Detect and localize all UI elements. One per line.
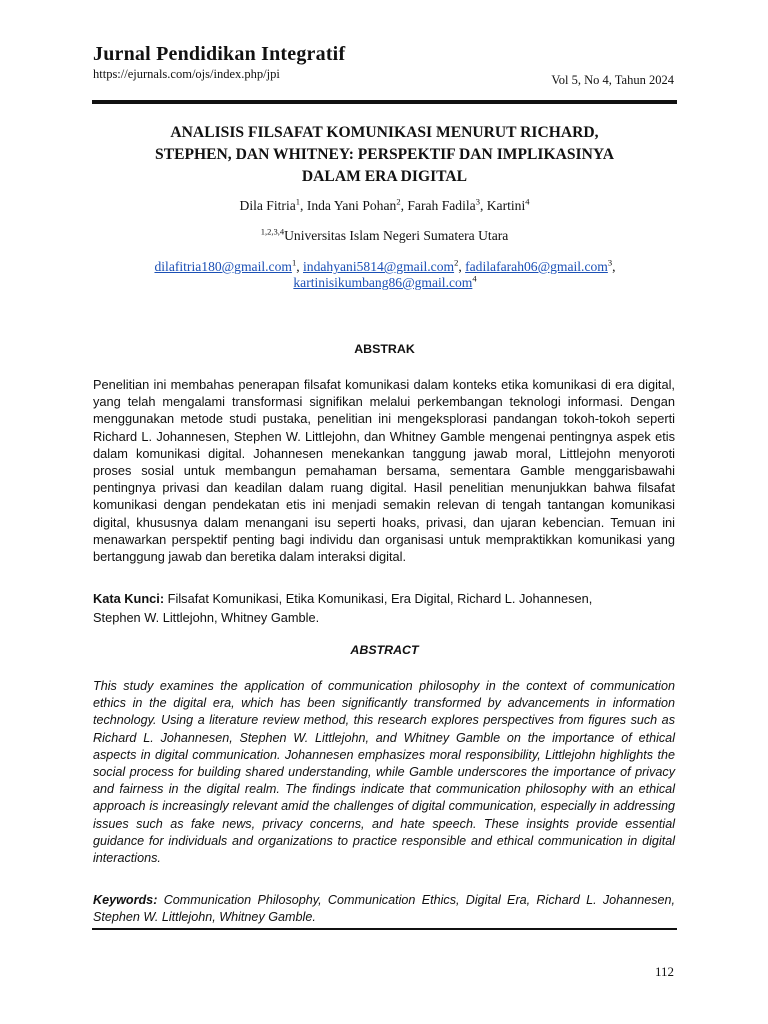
keywords-label: Kata Kunci:: [93, 591, 165, 606]
author-name: Kartini: [486, 198, 526, 213]
journal-url[interactable]: https://ejurnals.com/ojs/index.php/jpi: [93, 67, 280, 81]
author-superscript: 4: [525, 196, 530, 207]
email-link[interactable]: fadilafarah06@gmail.com: [465, 259, 608, 274]
abstrak-body: Penelitian ini membahas penerapan filsafat komunikasi dalam konteks etika komunikasi di era digital, yang telah mengalami transformasi signifikan melalui perkembangan teknologi informasi. Dengan menggunakan metode studi pustaka, penelitian ini mengeksplorasi pandangan tokoh-tokoh seperti Richard L. Johannesen, Stephen W. Littlejohn, dan Whitney Gamble mengenai pentingnya aspek etis dalam komunikasi digital. Johannesen menekankan tanggung jawab moral, Littlejohn menyoroti proses sosial untuk membangun pemahaman bersama, sementara Gamble menggarisbawahi pentingnya privasi dan keadilan dalam ruang digital. Hasil penelitian menunjukkan bahwa filsafat komunikasi dengan pendekatan etis ini menjadi semakin relevan di tengah tantangan komunikasi digital, khususnya dalam menangani isu seperti hoaks, privasi, dan ujaran kebencian. Temuan ini menawarkan perspektif penting bagi individu dan organisasi untuk mempraktikkan komunikasi yang bertanggung jawab dan beretika dalam interaksi digital.: [93, 377, 675, 565]
abstrak-keywords: [93, 590, 592, 607]
abstract-heading: ABSTRACT: [350, 643, 419, 657]
author-name: Dila Fitria: [239, 198, 296, 213]
email-separator: ,: [296, 259, 303, 274]
title-line: ANALISIS FILSAFAT KOMUNIKASI MENURUT RICHARD,: [170, 124, 599, 141]
email-link[interactable]: kartinisikumbang86@gmail.com: [293, 275, 473, 290]
email-superscript: 1: [291, 257, 297, 268]
author-superscript: 2: [396, 196, 401, 207]
email-superscript: 3: [607, 257, 613, 268]
email-link[interactable]: dilafitria180@gmail.com: [154, 259, 292, 274]
header-divider: [92, 100, 677, 104]
author-superscript: 3: [475, 196, 480, 207]
email-separator: ,: [458, 259, 466, 274]
email-superscript: 2: [454, 257, 459, 268]
keywords-label: Keywords:: [93, 893, 158, 907]
author-separator: ,: [300, 198, 307, 213]
bottom-divider: [92, 928, 677, 930]
author-separator: ,: [400, 198, 408, 213]
journal-name: Jurnal Pendidikan Integratif: [93, 43, 346, 65]
abstract-keywords: [93, 892, 675, 926]
keywords-text: Filsafat Komunikasi, Etika Komunikasi, Era Digital, Richard L. Johannesen,: [167, 591, 593, 606]
email-list: [110, 259, 660, 291]
author-separator: ,: [479, 198, 487, 213]
author-name: Farah Fadila: [407, 198, 476, 213]
paper-title: [92, 122, 677, 188]
abstract-body: This study examines the application of communication philosophy in the context of communication ethics in the digital era, which has been significantly transformed by advancements in information technology. Using a literature review method, this research explores perspectives from figures such as Richard L. Johannesen, Stephen W. Littlejohn, and Whitney Gamble on the importance of ethical aspects in digital communication. Johannesen emphasizes moral responsibility, Littlejohn highlights the social process for building shared understanding, while Gamble underscores the importance of privacy and fairness in the digital realm. The findings indicate that communication philosophy with an ethical approach is increasingly relevant amid the challenges of digital communication, especially in addressing issues such as fake news, privacy concerns, and hate speech. These insights provide essential guidance for individuals and organizations to practice responsible and ethical communication in digital interactions.: [93, 679, 675, 866]
keywords-text: Communication Philosophy, Communication Ethics, Digital Era, Richard L. Johannesen, Stephen W. Littlejohn, Whitney Gamble.: [93, 893, 676, 925]
journal-volume: Vol 5, No 4, Tahun 2024: [551, 73, 674, 87]
abstrak-heading: ABSTRAK: [354, 342, 415, 356]
author-list: [92, 198, 677, 214]
title-line: DALAM ERA DIGITAL: [301, 168, 468, 185]
email-separator: ,: [612, 259, 616, 274]
affiliation: [92, 228, 677, 244]
author-superscript: 1: [295, 196, 301, 207]
affiliation-superscript: 1,2,3,4: [260, 226, 285, 237]
email-superscript: 4: [472, 273, 477, 284]
title-line: STEPHEN, DAN WHITNEY: PERSPEKTIF DAN IMPLIKASINYA: [155, 146, 614, 163]
abstrak-keywords-continued: Stephen W. Littlejohn, Whitney Gamble.: [93, 610, 320, 625]
email-link[interactable]: indahyani5814@gmail.com: [303, 259, 455, 274]
affiliation-name: Universitas Islam Negeri Sumatera Utara: [284, 228, 509, 243]
page-number: 112: [654, 964, 674, 979]
author-name: Inda Yani Pohan: [306, 198, 397, 213]
